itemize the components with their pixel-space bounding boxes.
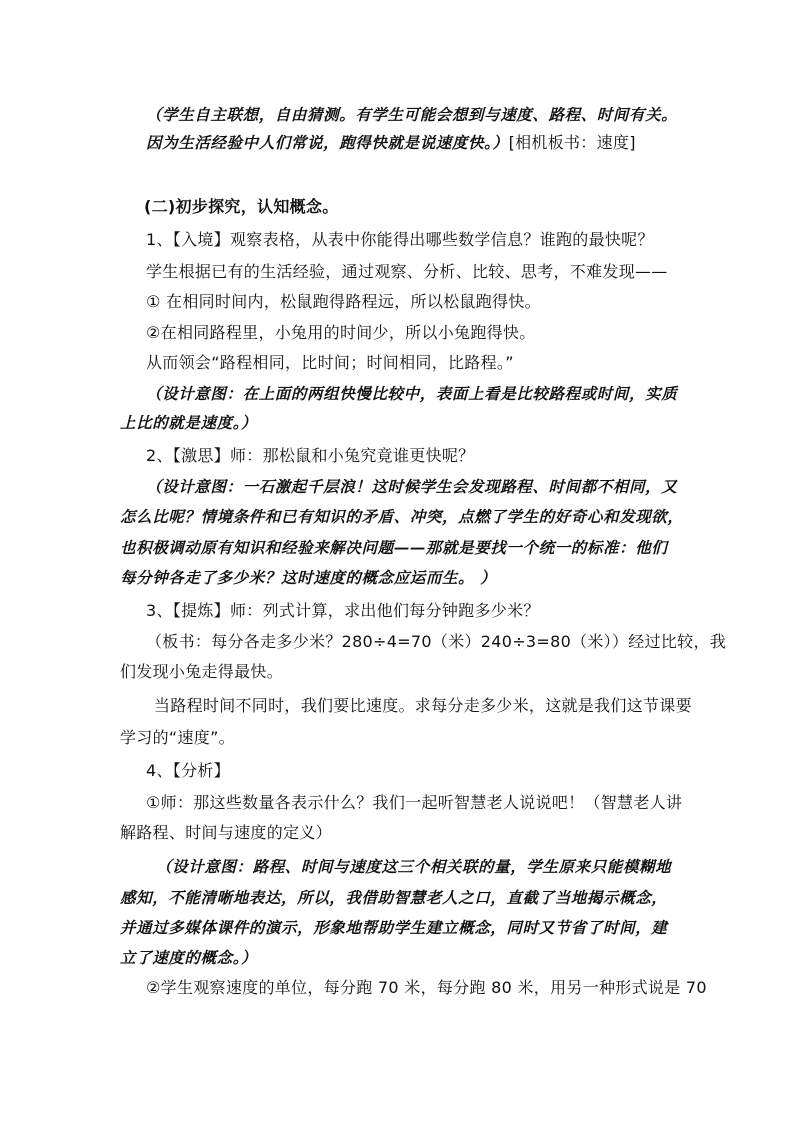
item1-point2: ②在相同路程里，小兔用的时间少，所以小兔跑得快。	[146, 323, 536, 342]
item2-design-line3: 也积极调动原有知识和经验来解决问题——那就是要找一个统一的标准：他们	[120, 538, 668, 557]
item3-title: 3、【提炼】师：列式计算，求出他们每分钟跑多少米？	[146, 601, 540, 620]
item1-text: 学生根据已有的生活经验，通过观察、分析、比较、思考，不难发现——	[146, 262, 668, 281]
item1-design-line2: 上比的就是速度。）	[120, 413, 258, 432]
item3-text-line2: 们发现小兔走得最快。	[120, 662, 284, 681]
item1-title: 1、【入境】观察表格，从表中你能得出哪些数学信息？谁跑的最快呢？	[146, 230, 654, 249]
item2-design-line4: 每分钟各走了多少米？这时速度的概念应运而生。 ）	[120, 568, 497, 587]
item4-design-line4: 立了速度的概念。）	[120, 948, 258, 967]
item2-title: 2、【激思】师：那松鼠和小兔究竟谁更快呢？	[146, 446, 475, 465]
item1-point1: ① 在相同时间内，松鼠跑得路程远，所以松鼠跑得快。	[146, 292, 541, 311]
note-intro-line2-plain: [相机板书：速度]	[508, 133, 636, 152]
item4-design-line3: 并通过多媒体课件的演示，形象地帮助学生建立概念，同时又节省了时间，建	[120, 918, 668, 937]
item2-design-line1: （设计意图：一石激起千层浪！这时候学生会发现路程、时间都不相同，又	[146, 477, 678, 496]
note-intro-line2	[146, 132, 636, 154]
note-intro-line1: （学生自主联想，自由猜测。有学生可能会想到与速度、路程、时间有关。	[146, 105, 678, 124]
item1-design-line1: （设计意图：在上面的两组快慢比较中，表面上看是比较路程或时间，实质	[146, 384, 678, 403]
item3-text-line1: （板书：每分各走多少米？280÷4=70（米）240÷3=80（米））经过比较，我	[146, 632, 727, 651]
item1-conclusion: 从而领会“路程相同，比时间；时间相同，比路程。”	[146, 353, 514, 372]
item4-point1-line2: 解路程、时间与速度的定义）	[120, 823, 332, 842]
note-intro-line2-italic: 因为生活经验中人们常说，跑得快就是说速度快。）	[146, 133, 509, 152]
item4-title: 4、【分析】	[146, 761, 230, 780]
item2-design-line2: 怎么比呢？情境条件和已有知识的矛盾、冲突，点燃了学生的好奇心和发现欲，	[120, 507, 684, 526]
item4-point2-line1: ②学生观察速度的单位，每分跑 70 米，每分跑 80 米，用另一种形式说是 70	[146, 978, 707, 997]
section-heading: (二)初步探究，认知概念。	[144, 197, 339, 216]
item4-point1-line1: ①师：那这些数量各表示什么？我们一起听智慧老人说说吧！（智慧老人讲	[146, 793, 683, 812]
item4-design-line2: 感知，不能清晰地表达，所以，我借助智慧老人之口，直截了当地揭示概念，	[120, 888, 668, 907]
item3-para-line2: 学习的“速度”。	[120, 728, 235, 747]
item4-design-line1: （设计意图：路程、时间与速度这三个相关联的量，学生原来只能模糊地	[156, 857, 672, 876]
item3-para-line1: 当路程时间不同时，我们要比速度。求每分走多少米，这就是我们这节课要	[154, 696, 692, 715]
